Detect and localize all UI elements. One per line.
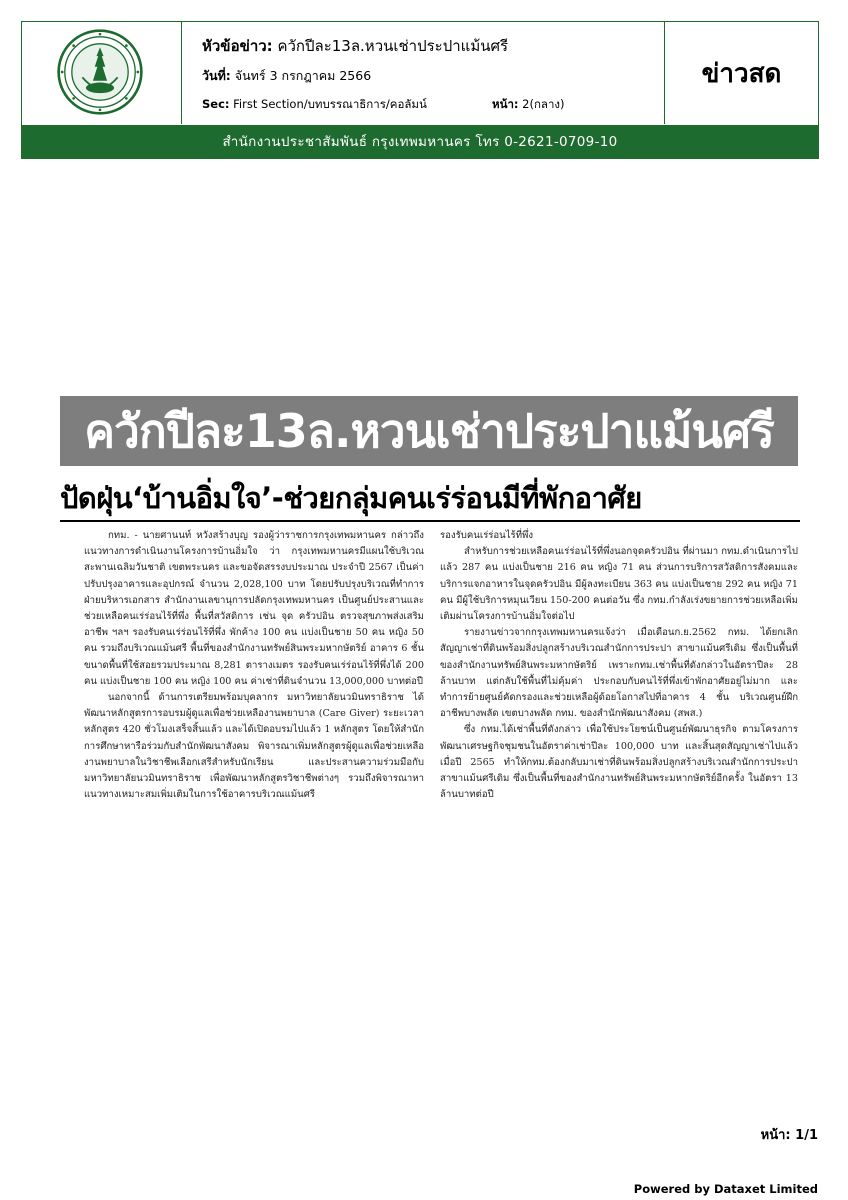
section-row [202,96,565,114]
article-subheadline: ปัดฝุ่น‘บ้านอิ่มใจ’-ช่วยกลุ่มคนเร่ร่อนมีที่พักอาศัย [60,476,800,522]
headline-row [202,34,508,58]
news-type: ข่าวสด [701,58,782,89]
article-headline: ควักปีละ13ล.หวนเช่าประปาแม้นศรี [60,396,798,466]
clipping-header [21,21,819,159]
paragraph: ซึ่ง กทม.ได้เช่าพื้นที่ดังกล่าว เพื่อใช้ประโยชน์เป็นศูนย์พัฒนาธุรกิจ ตามโครงการพัฒนาเศรษฐกิจชุมชนในอัตราค่าเช่าปีละ 100,000 บาท และสิ้นสุดสัญญาเช่าไปแล้วเมื่อปี 2565 ทำให้กทม.ต้องกลับมาเช่าที่ดินพร้อมสิ่งปลูกสร้างบริเวณสำนักการประปา สาขาแม้นศรีเดิม ซึ่งเป็นพื้นที่ของสำนักงานทรัพย์สินพระมหากษัตริย์อีกครั้ง ในอัตรา 13 ล้านบาทต่อปี [440,724,798,801]
section-value: First Section/บทบรรณาธิการ/คอลัมน์ [233,97,427,111]
logo-cell [22,22,182,124]
paragraph: กทม. - นายศานนท์ หวังสร้างบุญ รองผู้ว่าราชการกรุงเทพมหานคร กล่าวถึงแนวทางการดำเนินงานโครงการบ้านอิ่มใจ ว่า กรุงเทพมหานครมีแผนใช้บริเวณสะพานเฉลิมวันชาติ เขตพระนคร และขอจัดสรรงบประมาณ ประจำปี 2567 เป็นค่าปรับปรุงอาคารและอุปกรณ์ จำนวน 2,028,100 บาท โดยปรับปรุงบริเวณที่ทำการฝ่ายบริหารเอกสาร สำนักงานเลขานุการปลัดกรุงเทพมหานคร เป็นศูนย์ประสานและช่วยเหลือคนเร่ร่อนไร้ที่พึ่ง พื้นที่สวัสดิการ เช่น จุด ครัวปอิน ตรวจสุขภาพส่งเสริมอาชีพ ฯลฯ รองรับคนเร่ร่อนไร้ที่พึ่ง พักค้าง 100 คน แบ่งเป็นชาย 50 คน หญิง 50 คน รวมถึงบริเวณแม้นศรี พื้นที่ของสำนักงานทรัพย์สินพระมหากษัตริย์ อาคาร 6 ชั้น ขนาดพื้นที่ใช้สอยรวมประมาณ 8,281 ตารางเมตร รองรับคนเร่ร่อนไร้ที่พึ่งได้ 200 คน แบ่งเป็นชาย 100 คน หญิง 100 คน ค่าเช่าที่ดินจำนวน 13,000,000 บาทต่อปี [84,530,424,687]
page-indicator: หน้า: 1/1 [760,1128,818,1143]
date-value: จันทร์ 3 กรกฎาคม 2566 [234,68,372,83]
article-column-left [84,528,424,803]
paragraph: นอกจากนี้ ด้านการเตรียมพร้อมบุคลากร มหาวิทยาลัยนวมินทราธิราช ได้พัฒนาหลักสูตรการอบรมผู้ดูแลเพื่อช่วยเหลืองานพยาบาล (Care Giver) ระยะเวลาหลักสูตร 420 ชั่วโมงเสร็จสิ้นแล้ว และได้เปิดอบรมไปแล้ว 1 หลักสูตร โดยให้สำนักการศึกษาหารือร่วมกับสำนักพัฒนาสังคม พิจารณาเพิ่มหลักสูตรผู้ดูแลเพื่อช่วยเหลืองานพยาบาลในวิชาชีพเลือกเสรีสำหรับนักเรียน และประสานความร่วมมือกับมหาวิทยาลัยนวมินทราธิราช เพื่อพัฒนาหลักสูตรวิชาชีพต่างๆ รวมถึงพิจารณาหาแนวทางเหมาะสมเพิ่มเติมในการใช้อาคารบริเวณแม้นศรี [84,692,424,801]
headline-label: หัวข้อข่าว: [202,37,273,55]
paragraph: รายงานข่าวจากกรุงเทพมหานครแจ้งว่า เมื่อเดือนก.ย.2562 กทม. ได้ยกเลิกสัญญาเช่าที่ดินพร้อมสิ่งปลูกสร้างบริเวณสำนักการประปา สาขาแม้นศรีเดิม ซึ่งเป็นพื้นที่ของสำนักงานทรัพย์สินพระมหากษัตริย์ เพราะกทม.เช่าพื้นที่ดังกล่าวในอัตราปีละ 28 ล้านบาท แต่กลับใช้พื้นที่ไม่คุ้มค่า ประกอบกับคนไร้ที่พึ่งเข้าพักอาศัยอยู่ไม่มาก และทำการย้ายศูนย์คัดกรองและช่วยเหลือผู้ด้อยโอกาสไปที่อาคาร 4 ชั้น บริเวณศูนย์ฝึกอาชีพบางพลัด เขตบางพลัด กทม. ของสำนักพัฒนาสังคม (สพส.) [440,627,798,720]
news-type-cell [664,22,818,124]
headline-value: ควักปีละ13ล.หวนเช่าประปาแม้นศรี [277,37,509,55]
page-value: 2(กลาง) [522,97,565,111]
meta-cell [182,22,664,124]
paragraph: รองรับคนเร่ร่อนไร้ที่พึ่ง [440,530,534,541]
agency-bar: สำนักงานประชาสัมพันธ์ กรุงเทพมหานคร โทร 0-2621-0709-10 [21,125,819,159]
date-row [202,66,371,86]
powered-by: Powered by Dataxet Limited [633,1182,818,1196]
article-column-right [440,528,798,803]
paragraph: สำหรับการช่วยเหลือคนเร่ร่อนไร้ที่พึ่งนอกจุดครัวปอิน ที่ผ่านมา กทม.ดำเนินการไปแล้ว 287 คน แบ่งเป็นชาย 216 คน หญิง 71 คน ส่วนการบริการสวัสดิการสังคมและบริการแจกอาหารในจุดครัวปอิน มีผู้ลงทะเบียน 363 คน แบ่งเป็นชาย 292 คน หญิง 71 คน มีผู้ใช้บริการหมุนเวียน 150-200 คนต่อวัน ซึ่ง กทม.กำลังเร่งขยายการช่วยเหลือเพิ่มเติมผ่านโครงการบ้านอิ่มใจต่อไป [440,546,798,623]
section-label: Sec: [202,97,230,111]
date-label: วันที่: [202,68,231,83]
header-box [21,21,819,125]
page-label: หน้า: [492,97,519,111]
page-ref [492,96,565,114]
bangkok-seal-icon [56,28,144,116]
